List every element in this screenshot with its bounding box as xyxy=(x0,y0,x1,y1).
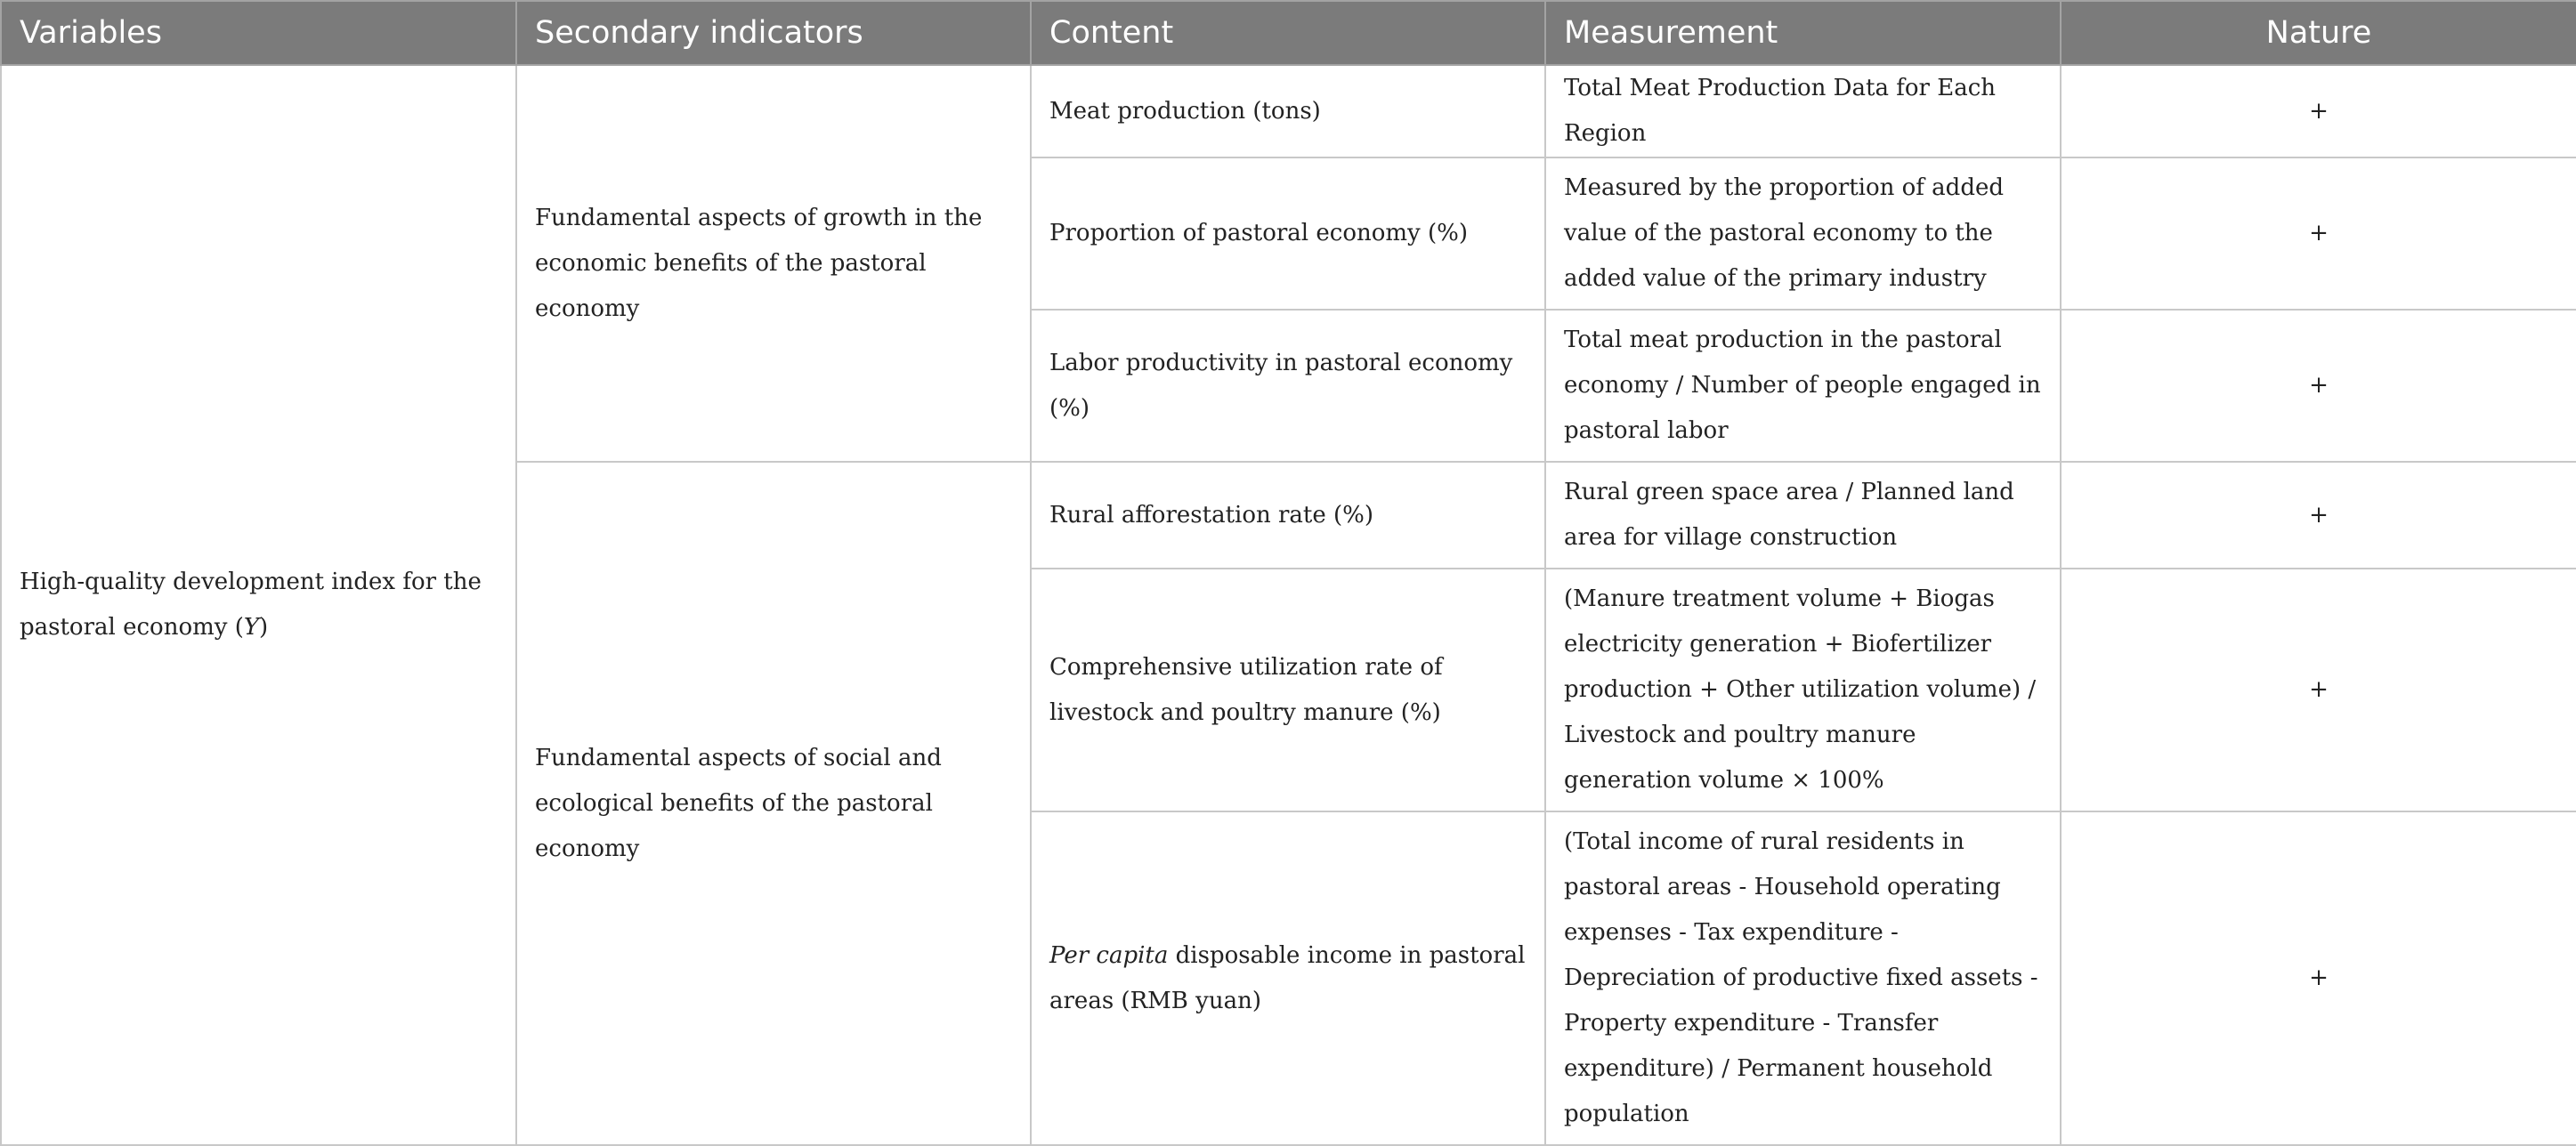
variable-text: High-quality development index for the pastoral economy ( xyxy=(20,569,482,641)
nature-cell: + xyxy=(2061,811,2576,1145)
measurement-cell: Measured by the proportion of added value of the pastoral economy to the added value of the primary industry xyxy=(1545,157,2061,310)
measurement-cell: Total meat production in the pastoral economy / Number of people engaged in pastoral labor xyxy=(1545,310,2061,462)
secondary-indicator-social-ecological: Fundamental aspects of social and ecological benefits of the pastoral economy xyxy=(516,462,1031,1145)
measurement-cell: (Total income of rural residents in pastoral areas - Household operating expenses - Tax expenditure - Depreciation of productive fixed assets - Property expenditure - Transfer expenditure) / Permanent household population xyxy=(1545,811,2061,1145)
nature-cell: + xyxy=(2061,65,2576,157)
measurement-cell: Rural green space area / Planned land area for village construction xyxy=(1545,462,2061,569)
content-cell: Meat production (tons) xyxy=(1031,65,1545,157)
header-secondary-indicators: Secondary indicators xyxy=(516,1,1031,65)
header-measurement: Measurement xyxy=(1545,1,2061,65)
secondary-indicator-economic: Fundamental aspects of growth in the economic benefits of the pastoral economy xyxy=(516,65,1031,462)
variable-close: ) xyxy=(259,614,269,641)
content-cell: Proportion of pastoral economy (%) xyxy=(1031,157,1545,310)
content-cell: Comprehensive utilization rate of livestock and poultry manure (%) xyxy=(1031,569,1545,811)
content-cell xyxy=(1031,811,1545,1145)
variable-cell xyxy=(1,65,516,1145)
per-capita-italic: Per capita xyxy=(1049,941,1169,969)
table-header xyxy=(1,1,2576,65)
measurement-cell: Total Meat Production Data for Each Region xyxy=(1545,65,2061,157)
nature-cell: + xyxy=(2061,310,2576,462)
table-body xyxy=(1,65,2576,1145)
header-row xyxy=(1,1,2576,65)
measurement-cell: (Manure treatment volume + Biogas electricity generation + Biofertilizer production + Other utilization volume) / Livestock and poultry manure generation volume × 100% xyxy=(1545,569,2061,811)
nature-cell: + xyxy=(2061,157,2576,310)
header-variables: Variables xyxy=(1,1,516,65)
nature-cell: + xyxy=(2061,569,2576,811)
content-cell: Labor productivity in pastoral economy (%) xyxy=(1031,310,1545,462)
table-row xyxy=(1,65,2576,157)
content-cell: Rural afforestation rate (%) xyxy=(1031,462,1545,569)
nature-cell: + xyxy=(2061,462,2576,569)
header-nature: Nature xyxy=(2061,1,2576,65)
content-text: disposable income in pastoral areas (RMB yuan) xyxy=(1049,941,1526,1014)
header-content: Content xyxy=(1031,1,1545,65)
variable-symbol: Y xyxy=(243,614,260,641)
